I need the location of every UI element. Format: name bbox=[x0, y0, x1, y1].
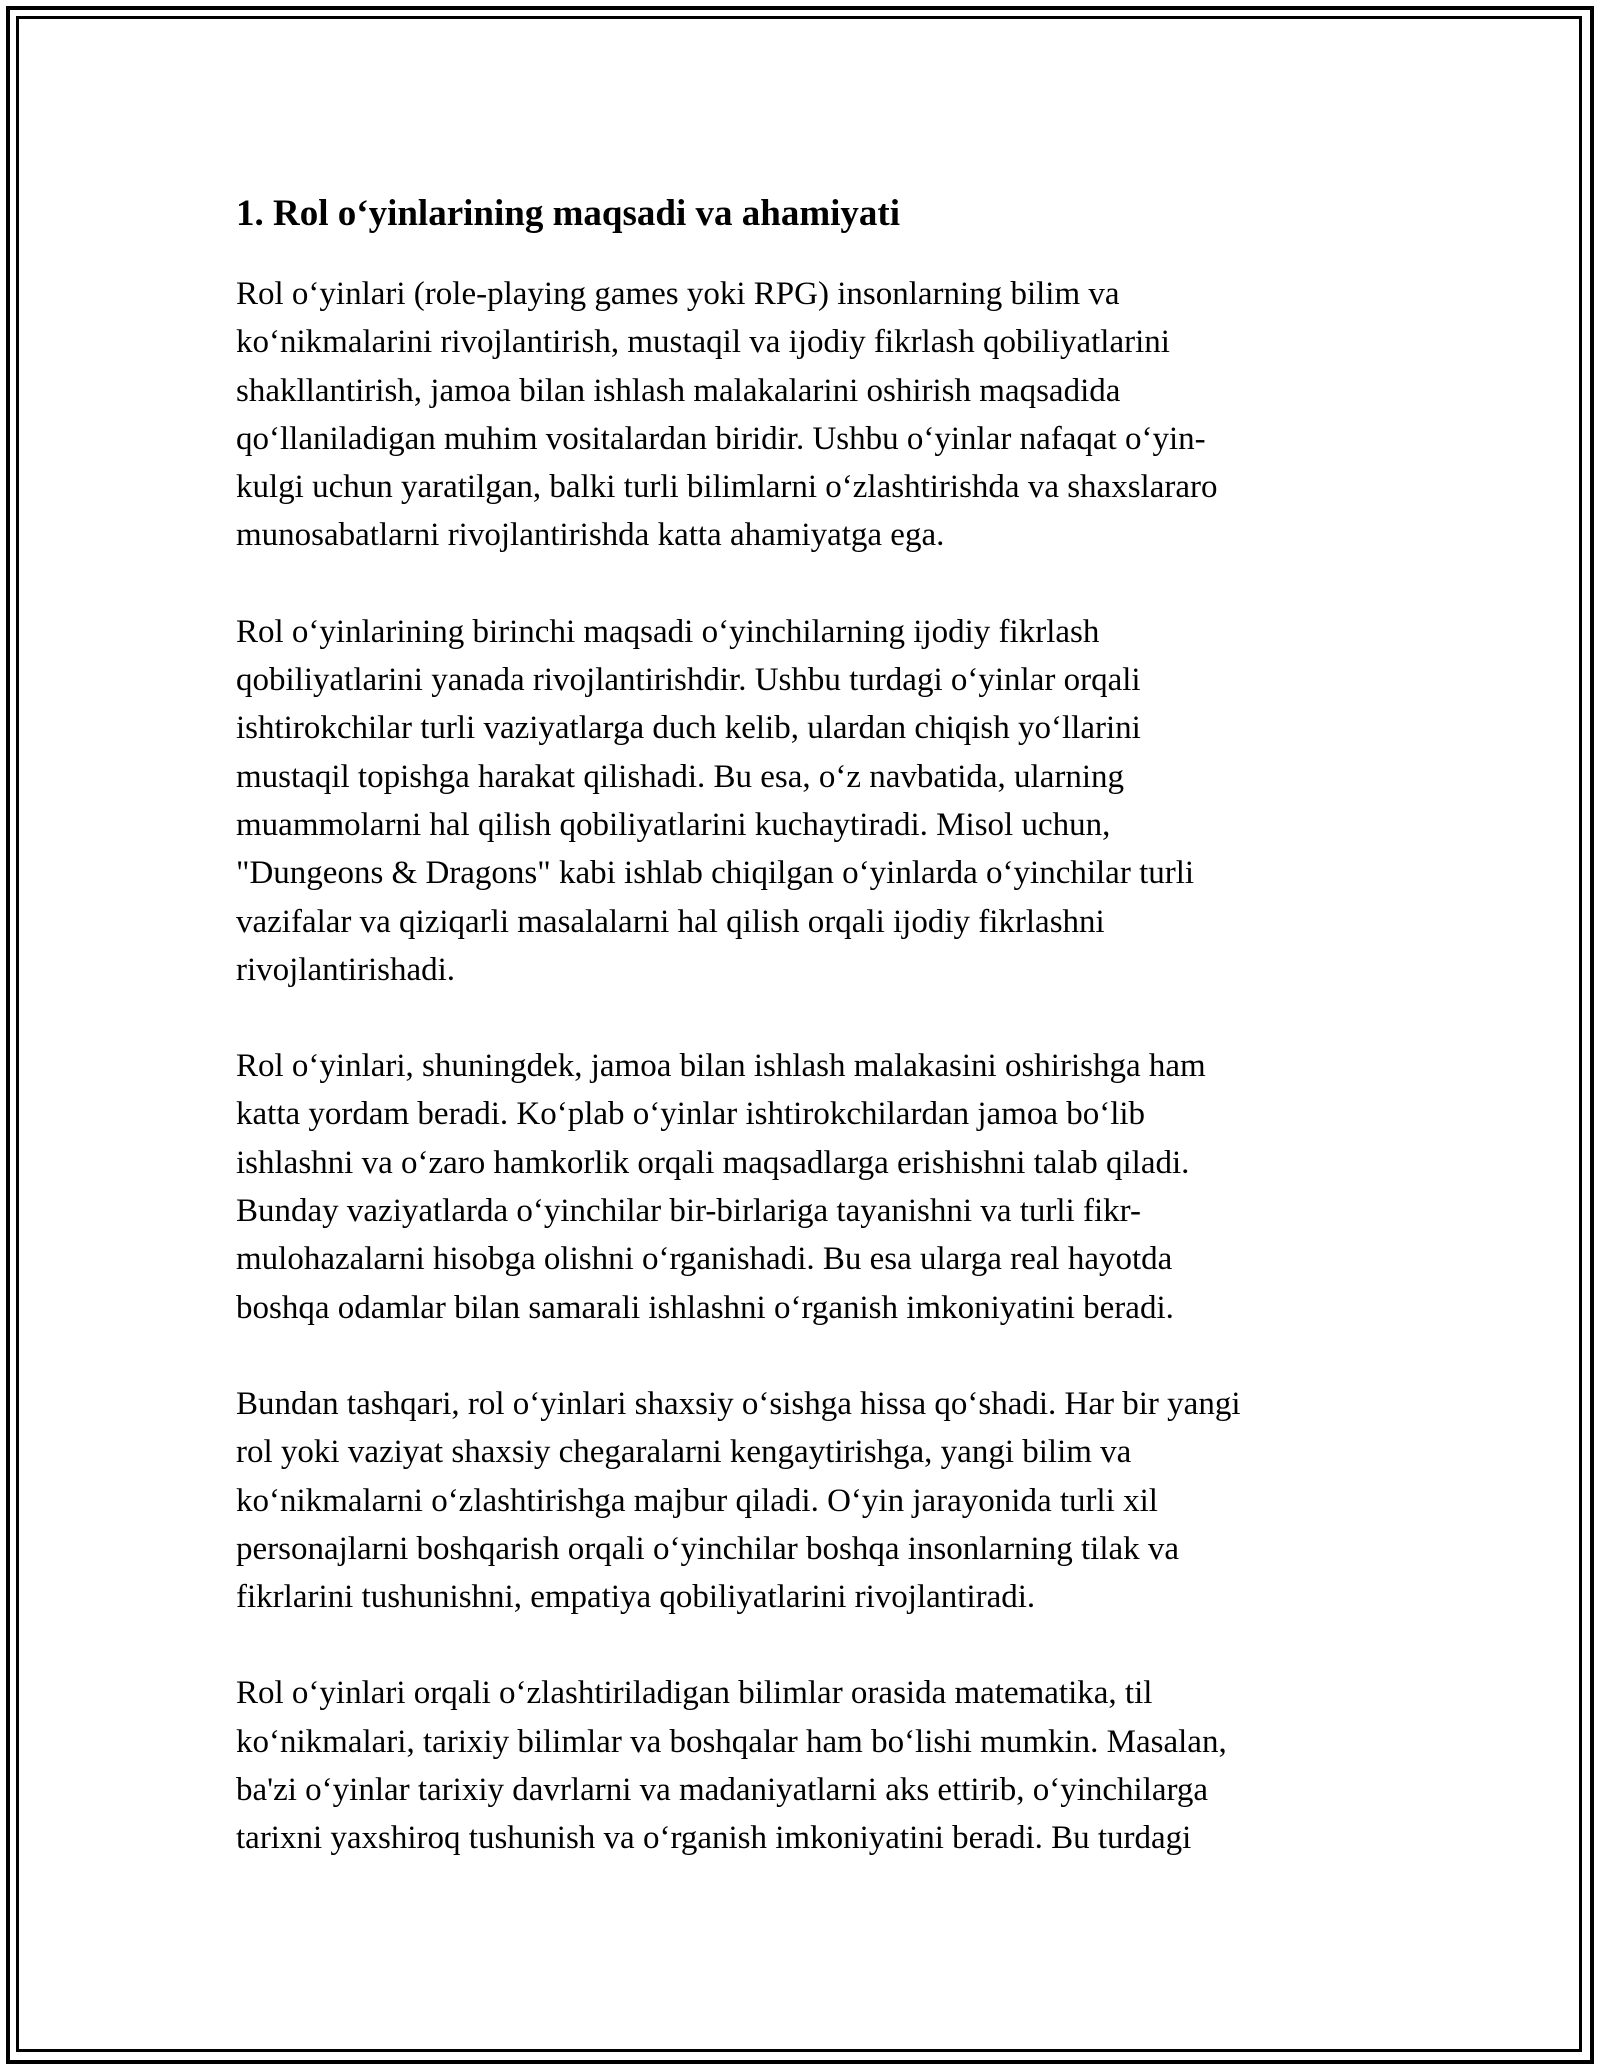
paragraph-1 bbox=[236, 270, 1366, 560]
paragraph-line: Rol oʻyinlari, shuningdek, jamoa bilan ishlash malakasini oshirishga ham bbox=[236, 1048, 1206, 1085]
paragraph-line: Rol oʻyinlari (role-playing games yoki RPG) insonlarning bilim va bbox=[236, 276, 1120, 312]
paragraph-line: Rol oʻyinlarining birinchi maqsadi oʻyinchilarning ijodiy fikrlash bbox=[236, 613, 1100, 650]
paragraph-line: shakllantirish, jamoa bilan ishlash malakalarini oshirish maqsadida bbox=[236, 372, 1121, 409]
paragraph-line: qoʻllaniladigan muhim vositalardan biridir. Ushbu oʻyinlar nafaqat oʻyin- bbox=[236, 420, 1206, 457]
paragraph-line: mulohazalarni hisobga olishni oʻrganishadi. Bu esa ularga real hayotda bbox=[236, 1241, 1173, 1278]
paragraph-5 bbox=[236, 1669, 1366, 1862]
paragraph-line: ba'zi oʻyinlar tarixiy davrlarni va madaniyatlarni aks ettirib, oʻyinchilarga bbox=[236, 1772, 1209, 1809]
paragraph-line: qobiliyatlarini yanada rivojlantirishdir. Ushbu turdagi oʻyinlar orqali bbox=[236, 662, 1141, 699]
paragraph-line: personajlarni boshqarish orqali oʻyinchilar boshqa insonlarning tilak va bbox=[236, 1530, 1180, 1567]
paragraph-line: rivojlantirishadi. bbox=[236, 951, 456, 988]
section-title: 1. Rol oʻyinlarining maqsadi va ahamiyati bbox=[236, 193, 901, 234]
paragraph-line: koʻnikmalarini rivojlantirish, mustaqil va ijodiy fikrlash qobiliyatlarini bbox=[236, 324, 1170, 361]
paragraph-line: koʻnikmalarni oʻzlashtirishga majbur qiladi. Oʻyin jarayonida turli xil bbox=[236, 1482, 1158, 1519]
paragraph-line: boshqa odamlar bilan samarali ishlashni oʻrganish imkoniyatini beradi. bbox=[236, 1289, 1174, 1326]
paragraph-line: Bundan tashqari, rol oʻyinlari shaxsiy oʻsishga hissa qoʻshadi. Har bir yangi bbox=[236, 1385, 1241, 1422]
paragraph-line: "Dungeons & Dragons" kabi ishlab chiqilgan oʻyinlarda oʻyinchilar turli bbox=[236, 855, 1195, 892]
paragraph-line: fikrlarini tushunishni, empatiya qobiliyatlarini rivojlantiradi. bbox=[236, 1579, 1036, 1616]
paragraph-4 bbox=[236, 1380, 1366, 1621]
paragraph-2 bbox=[236, 608, 1366, 994]
paragraph-line: koʻnikmalari, tarixiy bilimlar va boshqalar ham boʻlishi mumkin. Masalan, bbox=[236, 1723, 1227, 1760]
paragraph-line: mustaqil topishga harakat qilishadi. Bu esa, oʻz navbatida, ularning bbox=[236, 758, 1125, 795]
paragraph-line: katta yordam beradi. Koʻplab oʻyinlar ishtirokchilardan jamoa boʻlib bbox=[236, 1096, 1146, 1133]
paragraph-line: rol yoki vaziyat shaxsiy chegaralarni kengaytirishga, yangi bilim va bbox=[236, 1434, 1132, 1471]
paragraph-list bbox=[236, 270, 1366, 1863]
paragraph-line: Rol oʻyinlari orqali oʻzlashtiriladigan bilimlar orasida matematika, til bbox=[236, 1675, 1153, 1712]
document-body bbox=[236, 188, 1366, 1911]
paragraph-line: munosabatlarni rivojlantirishda katta ahamiyatga ega. bbox=[236, 517, 945, 554]
paragraph-line: ishtirokchilar turli vaziyatlarga duch kelib, ulardan chiqish yoʻllarini bbox=[236, 710, 1141, 747]
paragraph-3 bbox=[236, 1042, 1366, 1332]
paragraph-line: ishlashni va oʻzaro hamkorlik orqali maqsadlarga erishishni talab qiladi. bbox=[236, 1144, 1190, 1181]
paragraph-line: muammolarni hal qilish qobiliyatlarini kuchaytiradi. Misol uchun, bbox=[236, 806, 1111, 843]
paragraph-line: kulgi uchun yaratilgan, balki turli bilimlarni oʻzlashtirishda va shaxslararo bbox=[236, 469, 1218, 506]
paragraph-line: tarixni yaxshiroq tushunish va oʻrganish imkoniyatini beradi. Bu turdagi bbox=[236, 1820, 1192, 1857]
paragraph-line: vazifalar va qiziqarli masalalarni hal qilish orqali ijodiy fikrlashni bbox=[236, 903, 1105, 940]
paragraph-line: Bunday vaziyatlarda oʻyinchilar bir-birlariga tayanishni va turli fikr- bbox=[236, 1193, 1141, 1230]
